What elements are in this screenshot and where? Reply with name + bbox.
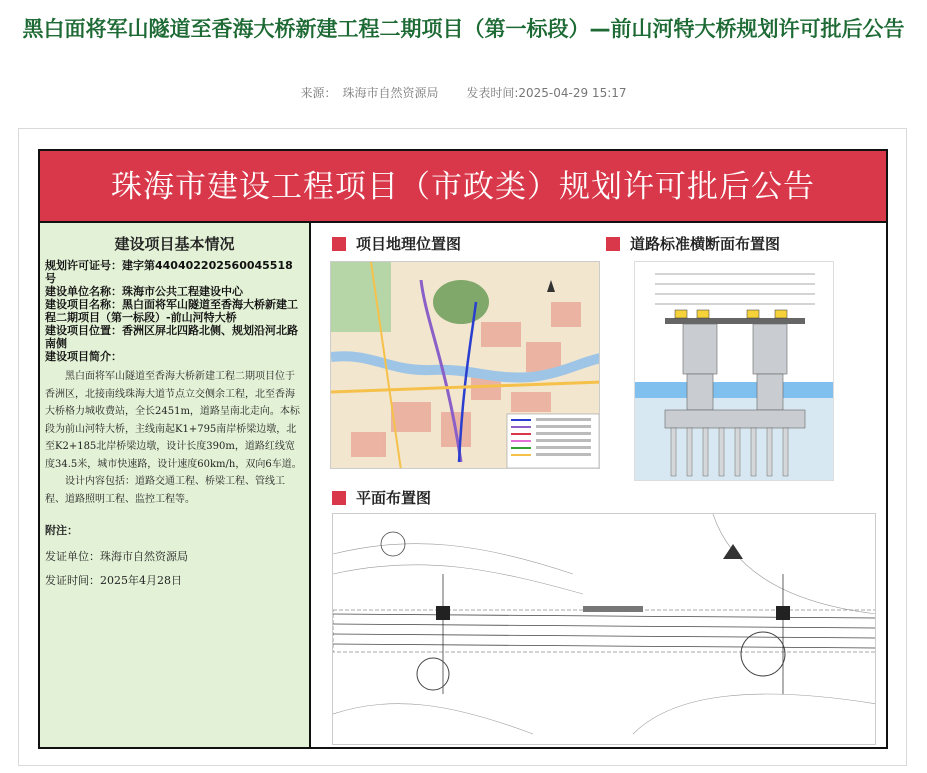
location-map-graphic xyxy=(331,262,600,469)
red-square-icon xyxy=(332,491,346,505)
project-location: 建设项目位置：香洲区屏北四路北侧、规划沿河北路南侧 xyxy=(45,324,298,350)
cross-section-graphic xyxy=(635,262,834,481)
permit-number: 规划许可证号：建字第440402202560045518号 xyxy=(45,259,293,285)
article-meta xyxy=(0,84,927,101)
plan-layout-graphic xyxy=(333,514,876,745)
location-map-image xyxy=(330,261,600,469)
note-label: 附注： xyxy=(45,524,78,537)
page-title: 黑白面将军山隧道至香海大桥新建工程二期项目（第一标段）—前山河特大桥规划许可批后公告 xyxy=(22,17,905,41)
project-name: 建设项目名称：黑白面将军山隧道至香海大桥新建工程二期项目（第一标段）-前山河特大桥 xyxy=(45,298,298,324)
project-info-heading: 建设项目基本情况 xyxy=(114,235,235,253)
notice-board xyxy=(38,149,888,749)
construction-unit: 建设单位名称：珠海市公共工程建设中心 xyxy=(45,285,243,298)
notice-banner: 珠海市建设工程项目（市政类）规划许可批后公告 xyxy=(40,151,886,223)
red-square-icon xyxy=(606,237,620,251)
cross-section-image xyxy=(634,261,834,481)
plan-heading: 平面布置图 xyxy=(332,487,431,508)
publish-info: 发表时间:2025-04-29 15:17 xyxy=(466,86,627,100)
issuer-line: 发证单位：珠海市自然资源局 xyxy=(45,550,188,563)
project-info-panel xyxy=(40,223,311,747)
plan-layout-image xyxy=(332,513,876,745)
design-content-text: 设计内容包括：道路交通工程、桥梁工程、管线工程、道路照明工程、监控工程等。 xyxy=(45,476,285,505)
source-info: 来源： 珠海市自然资源局 xyxy=(300,86,439,100)
cross-section-heading: 道路标准横断面布置图 xyxy=(606,233,780,254)
project-intro-text: 黑白面将军山隧道至香海大桥新建工程二期项目位于香洲区，北接南线珠海大道节点立交侧余工程，北至香海大桥格力城收费站，全长2451m，道路呈南北走向。本标段为前山河特大桥，主线南起K1+795南岸桥梁边墩，北至K2+185北岸桥梁边墩，设计长度390m，道路红线宽度34.5米，城市快速路，设计速度60km/h，双向6车道。 xyxy=(45,371,302,470)
red-square-icon xyxy=(332,237,346,251)
issue-date-line: 发证时间：2025年4月28日 xyxy=(45,574,182,587)
location-map-heading: 项目地理位置图 xyxy=(332,233,461,254)
project-intro-label: 建设项目简介： xyxy=(45,350,122,363)
